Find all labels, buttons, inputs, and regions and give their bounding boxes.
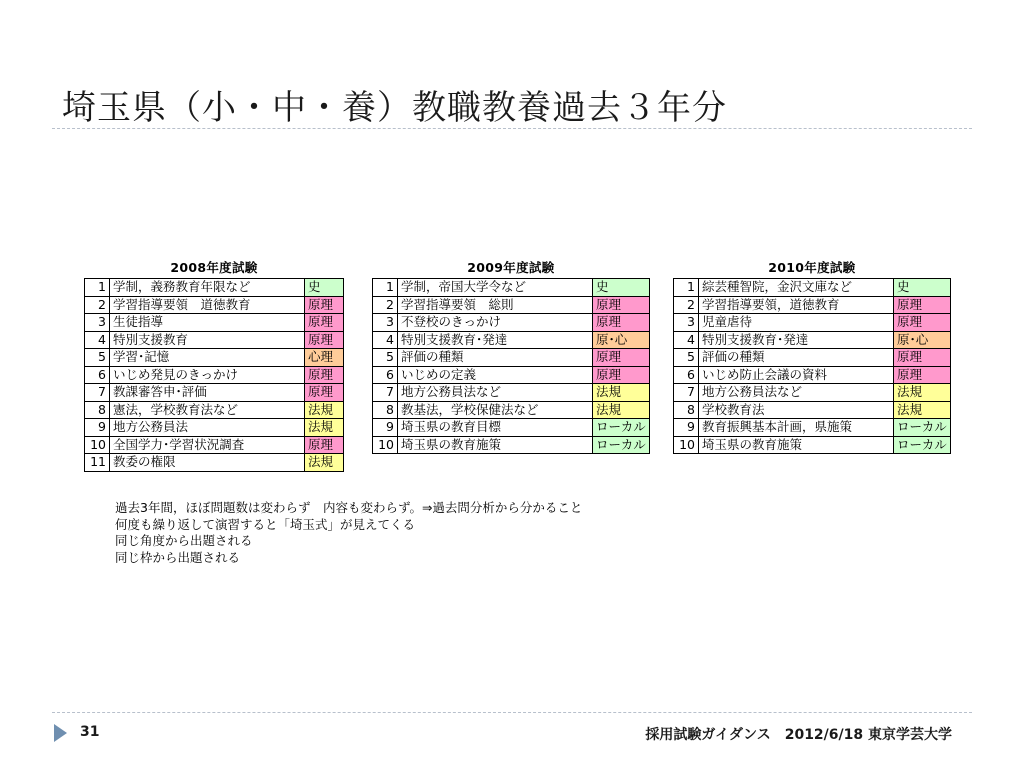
table-row	[373, 279, 650, 297]
topic-cell: 地方公務員法など	[699, 384, 894, 402]
topic-cell: 学制，義務教育年限など	[110, 279, 305, 297]
topic-cell: 特別支援教育	[110, 331, 305, 349]
footer-text: 採用試験ガイダンス 2012/6/18 東京学芸大学	[645, 727, 952, 743]
row-number: 9	[85, 419, 110, 437]
row-number: 6	[674, 366, 699, 384]
note-line: 過去3年間，ほぼ問題数は変わらず 内容も変わらず。⇒過去問分析から分かること	[115, 500, 583, 515]
table-row	[85, 314, 344, 332]
table-title: 2008年度試験	[170, 260, 258, 275]
topic-cell: いじめ発見のきっかけ	[110, 366, 305, 384]
category-cell: 法規	[305, 454, 344, 472]
category-cell: 原理	[305, 384, 344, 402]
exam-topic-table	[372, 278, 650, 454]
row-number: 5	[85, 349, 110, 367]
row-number: 7	[85, 384, 110, 402]
table-row	[674, 296, 951, 314]
category-cell: 原理	[593, 366, 650, 384]
category-cell: 原理	[593, 349, 650, 367]
topic-cell: 評価の種類	[699, 349, 894, 367]
category-cell: 史	[593, 279, 650, 297]
topic-cell: 評価の種類	[398, 349, 593, 367]
category-cell: ローカル	[894, 436, 951, 454]
table-row	[85, 331, 344, 349]
row-number: 9	[674, 419, 699, 437]
table-row	[373, 366, 650, 384]
topic-cell: 不登校のきっかけ	[398, 314, 593, 332]
exam-topic-table	[673, 278, 951, 454]
row-number: 7	[674, 384, 699, 402]
table-row	[373, 401, 650, 419]
category-cell: 史	[305, 279, 344, 297]
topic-cell: 教課審答申･評価	[110, 384, 305, 402]
table-row	[85, 349, 344, 367]
table-row	[85, 366, 344, 384]
row-number: 1	[373, 279, 398, 297]
row-number: 6	[85, 366, 110, 384]
row-number: 10	[373, 436, 398, 454]
topic-cell: 学習･記憶	[110, 349, 305, 367]
row-number: 1	[674, 279, 699, 297]
note-line: 同じ枠から出題される	[115, 549, 241, 565]
category-cell: 法規	[894, 384, 951, 402]
table-row	[674, 314, 951, 332]
topic-cell: いじめ防止会議の資料	[699, 366, 894, 384]
page-number: 31	[80, 724, 100, 740]
table-row	[674, 401, 951, 419]
topic-cell: 全国学力･学習状況調査	[110, 436, 305, 454]
category-cell: ローカル	[593, 419, 650, 437]
exam-table-2009	[372, 258, 650, 454]
table-row	[373, 384, 650, 402]
title-divider	[52, 128, 972, 129]
row-number: 10	[674, 436, 699, 454]
topic-cell: 憲法，学校教育法など	[110, 401, 305, 419]
row-number: 2	[85, 296, 110, 314]
row-number: 9	[373, 419, 398, 437]
row-number: 2	[674, 296, 699, 314]
slide-title: 埼玉県（小・中・養）教職教養過去３年分	[62, 88, 727, 128]
row-number: 10	[85, 436, 110, 454]
topic-cell: 児童虐待	[699, 314, 894, 332]
row-number: 3	[674, 314, 699, 332]
category-cell: 原理	[894, 366, 951, 384]
table-title: 2010年度試験	[768, 260, 856, 275]
row-number: 4	[674, 331, 699, 349]
table-row	[373, 419, 650, 437]
topic-cell: 埼玉県の教育施策	[699, 436, 894, 454]
table-row	[674, 384, 951, 402]
table-row	[373, 436, 650, 454]
topic-cell: 綜芸種智院，金沢文庫など	[699, 279, 894, 297]
category-cell: 法規	[894, 401, 951, 419]
row-number: 4	[373, 331, 398, 349]
row-number: 8	[373, 401, 398, 419]
exam-table-2008	[84, 258, 344, 472]
table-row	[674, 436, 951, 454]
table-row	[85, 296, 344, 314]
topic-cell: 学習指導要領 総則	[398, 296, 593, 314]
table-row	[674, 331, 951, 349]
topic-cell: 教基法，学校保健法など	[398, 401, 593, 419]
row-number: 5	[674, 349, 699, 367]
category-cell: ローカル	[894, 419, 951, 437]
table-row	[85, 384, 344, 402]
row-number: 8	[674, 401, 699, 419]
topic-cell: 学校教育法	[699, 401, 894, 419]
row-number: 7	[373, 384, 398, 402]
category-cell: 史	[894, 279, 951, 297]
row-number: 4	[85, 331, 110, 349]
topic-cell: 学制，帝国大学令など	[398, 279, 593, 297]
category-cell: 法規	[593, 384, 650, 402]
topic-cell: 地方公務員法など	[398, 384, 593, 402]
footer-divider	[52, 712, 972, 713]
row-number: 3	[373, 314, 398, 332]
exam-topic-table	[84, 278, 344, 472]
topic-cell: 特別支援教育･発達	[699, 331, 894, 349]
row-number: 2	[373, 296, 398, 314]
table-row	[674, 366, 951, 384]
topic-cell: 教委の権限	[110, 454, 305, 472]
topic-cell: 特別支援教育･発達	[398, 331, 593, 349]
row-number: 3	[85, 314, 110, 332]
table-row	[373, 296, 650, 314]
row-number: 6	[373, 366, 398, 384]
category-cell: 原理	[894, 349, 951, 367]
triangle-arrow-icon	[54, 724, 67, 742]
exam-table-2010	[673, 258, 951, 454]
topic-cell: 地方公務員法	[110, 419, 305, 437]
category-cell: 原理	[593, 314, 650, 332]
note-line: 同じ角度から出題される	[115, 533, 253, 548]
note-line: 何度も繰り返して演習すると「埼玉式」が見えてくる	[115, 516, 416, 532]
table-row	[85, 454, 344, 472]
row-number: 11	[85, 454, 110, 472]
category-cell: 原理	[305, 314, 344, 332]
topic-cell: 埼玉県の教育施策	[398, 436, 593, 454]
category-cell: 法規	[305, 419, 344, 437]
row-number: 5	[373, 349, 398, 367]
category-cell: 法規	[305, 401, 344, 419]
category-cell: 原理	[305, 296, 344, 314]
table-row	[85, 279, 344, 297]
topic-cell: 学習指導要領，道徳教育	[699, 296, 894, 314]
table-row	[85, 401, 344, 419]
table-row	[674, 279, 951, 297]
table-row	[373, 314, 650, 332]
category-cell: 原理	[894, 296, 951, 314]
category-cell: 原理	[894, 314, 951, 332]
analysis-notes	[115, 500, 582, 566]
category-cell: 原･心	[894, 331, 951, 349]
topic-cell: 学習指導要領 道徳教育	[110, 296, 305, 314]
category-cell: ローカル	[593, 436, 650, 454]
topic-cell: 埼玉県の教育目標	[398, 419, 593, 437]
category-cell: 原理	[305, 331, 344, 349]
table-row	[373, 331, 650, 349]
table-row	[674, 419, 951, 437]
row-number: 8	[85, 401, 110, 419]
category-cell: 原理	[305, 436, 344, 454]
category-cell: 原･心	[593, 331, 650, 349]
row-number: 1	[85, 279, 110, 297]
table-row	[85, 436, 344, 454]
topic-cell: 教育振興基本計画，県施策	[699, 419, 894, 437]
category-cell: 心理	[305, 349, 344, 367]
category-cell: 法規	[593, 401, 650, 419]
category-cell: 原理	[305, 366, 344, 384]
table-row	[674, 349, 951, 367]
topic-cell: いじめの定義	[398, 366, 593, 384]
topic-cell: 生徒指導	[110, 314, 305, 332]
table-title: 2009年度試験	[467, 260, 555, 275]
table-row	[85, 419, 344, 437]
category-cell: 原理	[593, 296, 650, 314]
table-row	[373, 349, 650, 367]
